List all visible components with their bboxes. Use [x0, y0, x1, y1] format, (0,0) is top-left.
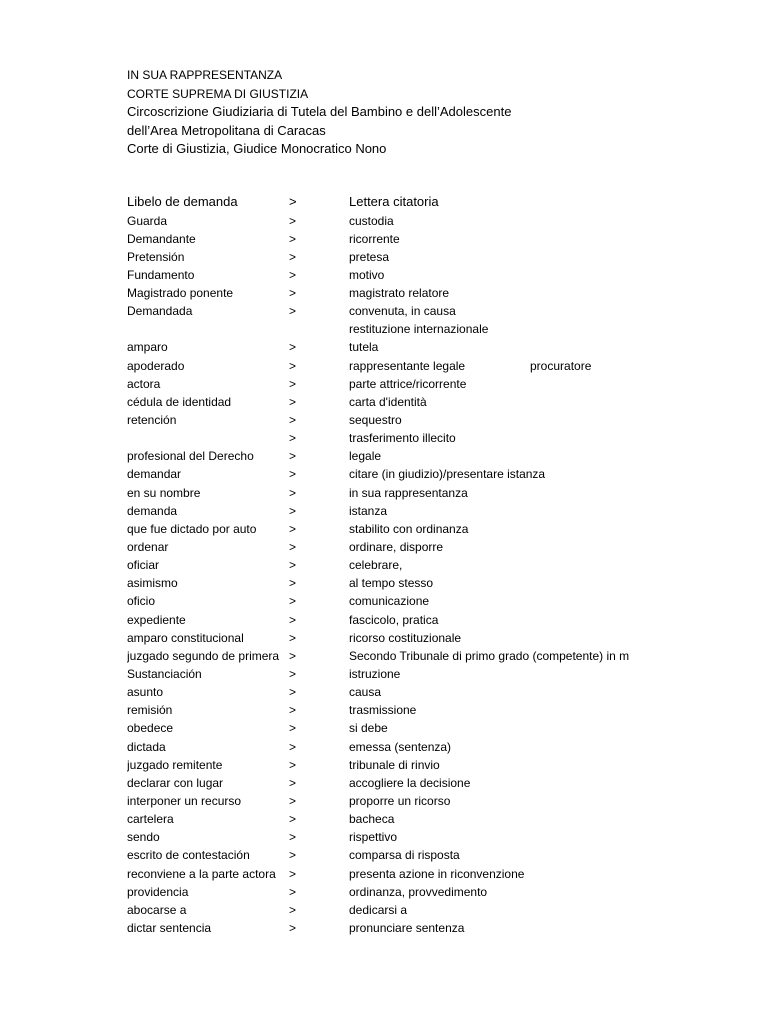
- italian-term: custodia: [349, 213, 394, 228]
- spanish-term: apoderado: [127, 358, 185, 373]
- spanish-term: profesional del Derecho: [127, 449, 254, 464]
- arrow-separator: >: [289, 775, 297, 790]
- arrow-separator: >: [289, 667, 297, 682]
- arrow-separator: >: [289, 267, 297, 282]
- glossary-row: [127, 556, 652, 574]
- spanish-term: juzgado segundo de primera: [127, 648, 280, 663]
- arrow-separator: >: [289, 721, 297, 736]
- spanish-term: interponer un recurso: [127, 794, 242, 808]
- arrow-separator: >: [289, 884, 297, 899]
- arrow-separator: >: [289, 521, 297, 536]
- spanish-term: juzgado remitente: [127, 757, 223, 772]
- italian-term: carta d'identità: [349, 394, 427, 409]
- italian-term: proporre un ricorso: [349, 794, 451, 808]
- arrow-separator: >: [289, 866, 297, 881]
- italian-term: tribunale di rinvio: [349, 757, 440, 772]
- document-header: [127, 66, 511, 159]
- italian-term: ricorso costituzionale: [349, 630, 462, 645]
- spanish-term: actora: [127, 376, 161, 391]
- spanish-term: cédula de identidad: [127, 394, 232, 409]
- spanish-term: abocarse a: [127, 902, 187, 917]
- arrow-separator: >: [289, 431, 297, 446]
- arrow-separator: >: [289, 213, 297, 228]
- header-line: dell’Area Metropolitana di Caracas: [127, 122, 326, 138]
- italian-term: comunicazione: [349, 594, 430, 609]
- italian-term: citare (in giudizio)/presentare istanza: [349, 467, 546, 482]
- italian-term: emessa (sentenza): [349, 739, 452, 754]
- italian-term: ordinanza, provvedimento: [349, 884, 488, 899]
- glossary-row: [127, 901, 652, 919]
- arrow-separator: >: [289, 540, 297, 555]
- italian-alternative-term: procuratore: [530, 358, 592, 373]
- spanish-term: Guarda: [127, 213, 168, 228]
- glossary-rows: [127, 212, 652, 938]
- glossary-row: [127, 774, 652, 792]
- arrow-separator: >: [289, 231, 297, 246]
- glossary-row: [127, 357, 652, 375]
- glossary-row: [127, 574, 652, 592]
- glossary-row: [127, 592, 652, 610]
- arrow-separator: >: [289, 830, 297, 845]
- spanish-term: remisión: [127, 703, 173, 718]
- spanish-term: asunto: [127, 685, 164, 700]
- italian-column-header: Lettera citatoria: [349, 194, 439, 209]
- italian-term: legale: [349, 449, 382, 464]
- italian-term: accogliere la decisione: [349, 775, 471, 790]
- glossary-row: [127, 883, 652, 901]
- spanish-term: escrito de contestación: [127, 848, 250, 863]
- spanish-term: Demandante: [127, 231, 196, 246]
- glossary-row: [127, 248, 652, 266]
- spanish-term: providencia: [127, 884, 189, 899]
- glossary-row: [127, 447, 652, 465]
- arrow-separator: >: [289, 848, 297, 863]
- glossary-row: [127, 865, 652, 883]
- italian-term: stabilito con ordinanza: [349, 521, 469, 536]
- spanish-term: Pretensión: [127, 249, 185, 264]
- glossary-row: [127, 919, 652, 937]
- italian-term: sequestro: [349, 413, 402, 428]
- glossary-row: [127, 719, 652, 737]
- arrow-separator: >: [289, 812, 297, 827]
- italian-term: celebrare,: [349, 558, 403, 573]
- spanish-term: demandar: [127, 467, 182, 482]
- arrow-separator: >: [289, 413, 297, 428]
- spanish-term: sendo: [127, 830, 160, 845]
- glossary-row: [127, 320, 652, 338]
- italian-term: pretesa: [349, 249, 390, 264]
- arrow-separator: >: [289, 703, 297, 718]
- glossary-row: [127, 411, 652, 429]
- italian-term: in sua rappresentanza: [349, 485, 468, 500]
- glossary-row: [127, 810, 652, 828]
- arrow-separator: >: [289, 648, 297, 663]
- arrow-separator: >: [289, 376, 297, 391]
- spanish-term: dictar sentencia: [127, 920, 212, 935]
- spanish-term: amparo: [127, 340, 168, 355]
- glossary-row: [127, 502, 652, 520]
- italian-term: pronunciare sentenza: [349, 920, 465, 935]
- glossary-table: [127, 193, 652, 937]
- arrow-separator: >: [289, 394, 297, 409]
- spanish-term: Demandada: [127, 304, 193, 319]
- italian-term: presenta azione in riconvenzione: [349, 866, 525, 881]
- arrow-separator: >: [289, 685, 297, 700]
- glossary-row: [127, 665, 652, 683]
- italian-term: rispettivo: [349, 830, 398, 845]
- glossary-row: [127, 302, 652, 320]
- glossary-row: [127, 338, 652, 356]
- header-line: Circoscrizione Giudiziaria di Tutela del Bambino e dell’Adolescente: [127, 104, 512, 119]
- spanish-term: retención: [127, 413, 177, 428]
- italian-term: fascicolo, pratica: [349, 612, 439, 627]
- glossary-row: [127, 629, 652, 647]
- arrow-separator: >: [289, 630, 297, 645]
- spanish-column-header: Libelo de demanda: [127, 194, 238, 209]
- spanish-term: declarar con lugar: [127, 775, 224, 790]
- arrow-separator: >: [289, 249, 297, 264]
- arrow-column-header: >: [289, 194, 297, 209]
- glossary-row: [127, 846, 652, 864]
- glossary-row: [127, 484, 652, 502]
- arrow-separator: >: [289, 920, 297, 935]
- italian-term: ricorrente: [349, 231, 400, 246]
- italian-term: causa: [349, 685, 382, 700]
- arrow-separator: >: [289, 902, 297, 917]
- glossary-row: [127, 230, 652, 248]
- spanish-term: Sustanciación: [127, 667, 202, 682]
- glossary-row: [127, 465, 652, 483]
- header-line: Corte di Giustizia, Giudice Monocratico Nono: [127, 141, 387, 156]
- italian-term: restituzione internazionale: [349, 322, 489, 337]
- italian-term: trasferimento illecito: [349, 431, 456, 446]
- spanish-term: ordenar: [127, 540, 169, 555]
- italian-term: ordinare, disporre: [349, 540, 444, 555]
- glossary-row: [127, 701, 652, 719]
- header-line: CORTE SUPREMA DI GIUSTIZIA: [127, 86, 309, 101]
- glossary-row: [127, 683, 652, 701]
- spanish-term: oficiar: [127, 558, 160, 573]
- spanish-term: demanda: [127, 503, 178, 518]
- spanish-term: en su nombre: [127, 485, 201, 500]
- arrow-separator: >: [289, 739, 297, 754]
- arrow-separator: >: [289, 594, 297, 609]
- italian-term: rappresentante legale: [349, 358, 466, 373]
- glossary-row: [127, 284, 652, 302]
- italian-term: istruzione: [349, 667, 401, 682]
- spanish-term: asimismo: [127, 576, 178, 591]
- glossary-row: [127, 429, 652, 447]
- glossary-row: [127, 792, 652, 810]
- spanish-term: Fundamento: [127, 267, 195, 282]
- glossary-row: [127, 520, 652, 538]
- arrow-separator: >: [289, 757, 297, 772]
- arrow-separator: >: [289, 558, 297, 573]
- arrow-separator: >: [289, 794, 297, 808]
- italian-term: convenuta, in causa: [349, 304, 456, 319]
- glossary-row: [127, 828, 652, 846]
- spanish-term: cartelera: [127, 812, 174, 827]
- spanish-term: expediente: [127, 612, 186, 627]
- italian-term: istanza: [349, 503, 388, 518]
- header-line: IN SUA RAPPRESENTANZA: [127, 68, 283, 82]
- glossary-row: [127, 393, 652, 411]
- italian-term: trasmissione: [349, 703, 417, 718]
- glossary-row: [127, 375, 652, 393]
- italian-term: al tempo stesso: [349, 576, 434, 591]
- italian-term: magistrato relatore: [349, 286, 450, 301]
- glossary-row: [127, 647, 652, 665]
- arrow-separator: >: [289, 503, 297, 518]
- italian-term: tutela: [349, 340, 379, 355]
- glossary-row: [127, 538, 652, 556]
- spanish-term: obedece: [127, 721, 174, 736]
- arrow-separator: >: [289, 304, 297, 319]
- arrow-separator: >: [289, 467, 297, 482]
- glossary-row: [127, 611, 652, 629]
- italian-term: bacheca: [349, 812, 395, 827]
- spanish-term: Magistrado ponente: [127, 286, 234, 301]
- italian-term: dedicarsi a: [349, 902, 408, 917]
- glossary-row: [127, 266, 652, 284]
- glossary-row: [127, 756, 652, 774]
- italian-term: comparsa di risposta: [349, 848, 460, 863]
- italian-term: motivo: [349, 267, 385, 282]
- spanish-term: reconviene a la parte actora: [127, 866, 276, 881]
- arrow-separator: >: [289, 576, 297, 591]
- arrow-separator: >: [289, 449, 297, 464]
- arrow-separator: >: [289, 612, 297, 627]
- spanish-term: dictada: [127, 739, 166, 754]
- italian-term: parte attrice/ricorrente: [349, 376, 467, 391]
- arrow-separator: >: [289, 286, 297, 301]
- arrow-separator: >: [289, 358, 297, 373]
- arrow-separator: >: [289, 340, 297, 355]
- italian-term: Secondo Tribunale di primo grado (competente) in m: [349, 648, 630, 663]
- italian-term: si debe: [349, 721, 388, 736]
- glossary-header-row: [127, 193, 652, 212]
- glossary-row: [127, 738, 652, 756]
- glossary-row: [127, 212, 652, 230]
- spanish-term: oficio: [127, 594, 156, 609]
- spanish-term: que fue dictado por auto: [127, 521, 257, 536]
- spanish-term: amparo constitucional: [127, 630, 244, 645]
- arrow-separator: >: [289, 485, 297, 500]
